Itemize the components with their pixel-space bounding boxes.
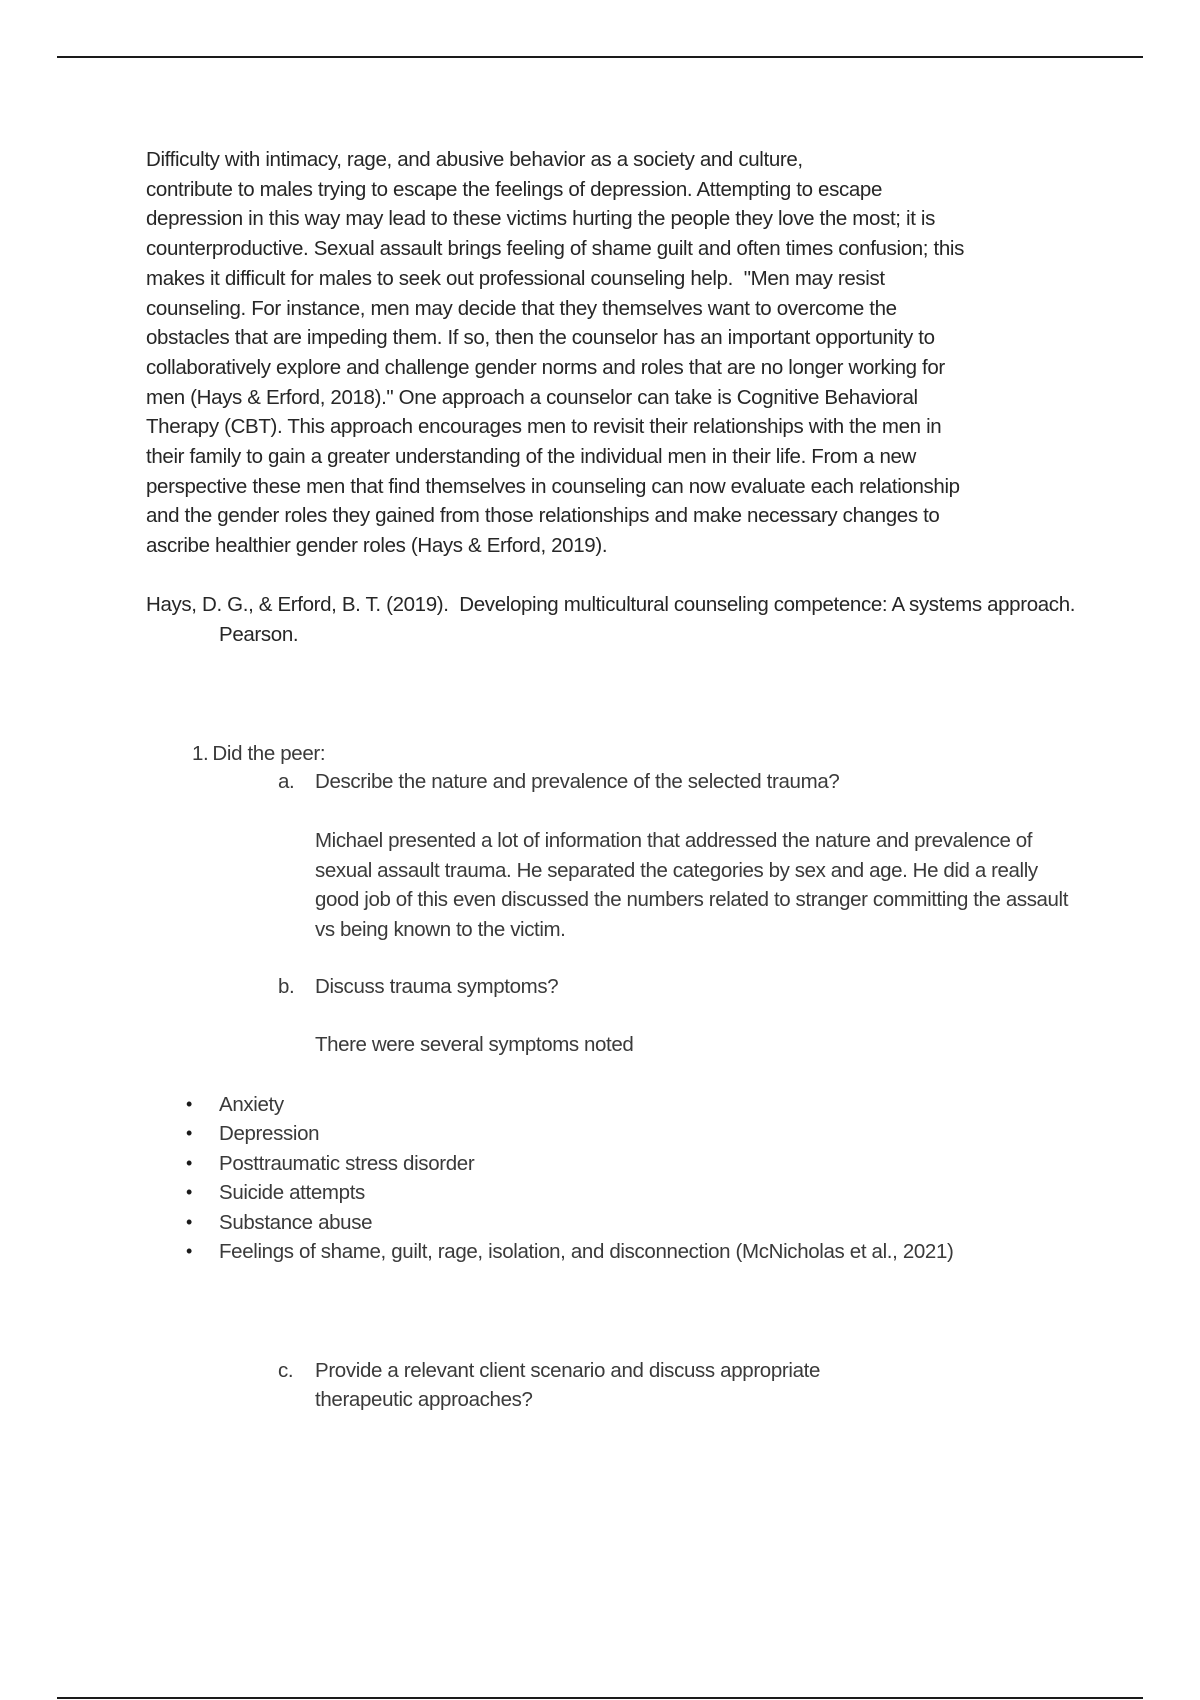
body-line: contribute to males trying to escape the feelings of depression. Attempting to escape <box>146 177 883 201</box>
body-line: Difficulty with intimacy, rage, and abusive behavior as a society and culture, <box>146 148 803 171</box>
list-item <box>184 1208 954 1237</box>
body-line: men (Hays & Erford, 2018)." One approach a counselor can take is Cognitive Behavioral <box>146 385 918 409</box>
body-line: perspective these men that find themselves in counseling can now evaluate each relationship <box>146 474 960 498</box>
body-line: their family to gain a greater understanding of the individual men in their life. From a new <box>146 445 917 469</box>
sub-question-text: Describe the nature and prevalence of the selected trauma? <box>315 770 840 793</box>
list-item-text: Substance abuse <box>219 1210 373 1234</box>
list-item <box>184 1149 954 1178</box>
bullet-icon: • <box>186 1094 192 1114</box>
body-line: counterproductive. Sexual assault brings feeling of shame guilt and often times confusion; this <box>146 237 964 261</box>
body-line: makes it difficult for males to seek out professional counseling help. "Men may resist <box>146 266 885 290</box>
sub-question-marker: b. <box>278 975 295 998</box>
list-item-text: Suicide attempts <box>219 1181 365 1205</box>
bullet-icon: • <box>186 1211 192 1232</box>
list-item <box>184 1237 954 1266</box>
sub-question-c <box>278 1356 898 1414</box>
list-item-text: Anxiety <box>219 1093 284 1116</box>
sub-question-a <box>278 767 1078 796</box>
sub-question-marker: a. <box>278 770 295 793</box>
sub-question-text: Provide a relevant client scenario and discuss appropriate therapeutic approaches? <box>315 1359 821 1411</box>
list-item-text: Posttraumatic stress disorder <box>219 1151 475 1175</box>
list-item-text: Depression <box>219 1122 320 1146</box>
list-item <box>184 1178 954 1207</box>
question-prompt: Did the peer: <box>212 742 326 765</box>
body-line: and the gender roles they gained from those relationships and make necessary changes to <box>146 504 940 528</box>
header-rule <box>57 56 1143 58</box>
body-paragraph <box>146 145 1076 561</box>
sub-question-marker: c. <box>278 1359 294 1382</box>
body-line: counseling. For instance, men may decide that they themselves want to overcome the <box>146 296 897 320</box>
bullet-icon: • <box>186 1182 192 1203</box>
sub-question-text: Discuss trauma symptoms? <box>315 975 559 998</box>
answer-b: There were several symptoms noted <box>315 1033 634 1056</box>
body-line: Therapy (CBT). This approach encourages men to revisit their relationships with the men in <box>146 415 942 439</box>
body-line: ascribe healthier gender roles (Hays & Erford, 2019). <box>146 534 608 558</box>
footer-rule <box>57 1697 1143 1699</box>
symptom-list <box>184 1090 954 1266</box>
question-1 <box>192 740 325 768</box>
reference-citation: Hays, D. G., & Erford, B. T. (2019). Developing multicultural counseling competence: A systems approach. Pearson. <box>146 593 1081 646</box>
answer-a: Michael presented a lot of information that addressed the nature and prevalence of sexual assault trauma. He separated the categories by sex and age. He did a really good job of this even discussed the numbers related to stranger committing the assault vs being known to the victim. <box>315 829 1069 941</box>
list-item <box>184 1119 954 1148</box>
list-item-text: Feelings of shame, guilt, rage, isolation, and disconnection (McNicholas et al., 2021) <box>219 1240 954 1264</box>
body-line: depression in this way may lead to these victims hurting the people they love the most; it is <box>146 207 936 231</box>
bullet-icon: • <box>186 1152 192 1173</box>
sub-question-b <box>278 972 1078 1001</box>
question-number: 1. <box>192 742 209 765</box>
body-line: obstacles that are impeding them. If so, then the counselor has an important opportunity to <box>146 326 935 350</box>
bullet-icon: • <box>186 1241 192 1262</box>
body-line: collaboratively explore and challenge gender norms and roles that are no longer working for <box>146 355 945 379</box>
bullet-icon: • <box>186 1123 192 1144</box>
list-item <box>184 1090 954 1119</box>
